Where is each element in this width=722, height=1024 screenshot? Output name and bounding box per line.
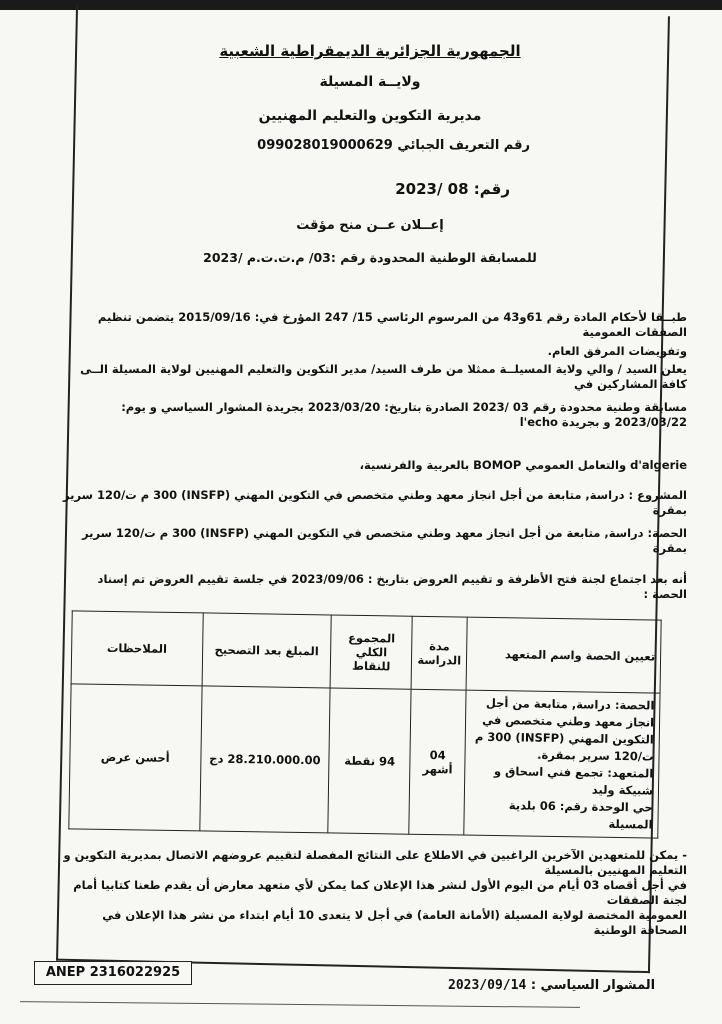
publication-source [448,978,655,993]
directorate-heading: مديرية التكوين والتعليم المهنيين [258,108,482,124]
header-points: المجموع الكلي للنقاط [330,615,412,689]
cell-points: 94 نقطة [328,688,411,834]
cell-duration: 04 أشهر [409,689,466,835]
footer-paragraph-2: في أجل أقصاه 03 أيام من اليوم الأول لنشر هذا الإعلان كما يمكن لأي متعهد معارض أن يقدم طعنا كتابيا أمام لجنة الصفقات [73,878,687,907]
competition-reference: للمسابقة الوطنية المحدودة رقم :03/ م.ت.ت.م /2023 [203,250,537,265]
bidder-name: المتعهد: تجمع فني اسحاق و شبيكة وليد [493,764,654,798]
lot-description: الحصة: دراسة, متابعة من أجل انجاز معهد وطني متخصص في التكوين المهني (INSFP) 300 م ت/120 سرير بمقرة [81,526,687,555]
announcement-title: إعــلان عــن منح مؤقت [296,218,444,233]
body-paragraph-4: مسابقة وطنية محدودة رقم 03 /2023 الصادرة بتاريخ: 2023/03/20 بجريدة المشوار السياسي و يوم: 2023/03/22 و بجريدة l'echo [121,400,687,429]
cell-remarks: أحسن عرض [69,684,202,831]
header-lot: تعيين الحصة واسم المتعهد [466,617,661,693]
table-row [69,684,660,838]
header-duration: مدة الدراسة [411,616,467,690]
tax-id: رقم التعريف الجبائي 099028019000629 [257,138,530,153]
document-page [0,10,722,1024]
body-paragraph-2: وتفويضات المرفق العام. [547,344,687,358]
anep-reference: ANEP 2316022925 [34,961,192,985]
evaluation-statement: أنه بعد اجتماع لجنة فتح الأظرفة و تقييم العروض بتاريخ : 2023/09/06 في جلسة تقييم العروض تم إسناد الحصة : [97,572,687,601]
award-table [68,610,661,838]
source-label: المشوار السياسي : [530,978,656,993]
announcement-number: رقم: 08 /2023 [395,180,510,198]
project-description: المشروع : دراسة, متابعة من أجل انجاز معهد وطني متخصص في التكوين المهني (INSFP) 300 م ت/120 سرير بمقرة [62,488,687,517]
cell-lot [464,690,660,838]
bottom-rule [20,1001,580,1008]
body-paragraph-1: طبــقا لأحكام المادة رقم 61و43 من المرسوم الرئاسي 15/ 247 المؤرخ في: 2015/09/16 يتضمن تنظيم الصفقات العمومية [97,310,687,339]
footer-paragraph-3: العمومية المختصة لولاية المسيلة (الأمانة العامة) في أجل لا يتعدى 10 أيام ابتداء من نشر هذا الإعلان في الصحافة الوطنية [102,908,687,937]
body-paragraph-5: d'algerie والتعامل العمومي BOMOP بالعربية والفرنسية، [359,458,687,472]
republic-heading: الجمهورية الجزائرية الديمقراطية الشعبية [219,42,521,60]
header-amount: المبلغ بعد التصحيح [202,613,332,688]
lot-text: الحصة: دراسة, متابعة من أجل انجاز معهد وطني متخصص في التكوين المهني (INSFP) 300 م ت/120 سرير بمقرة. [474,695,655,764]
cell-amount: 28.210.000.00 دج [199,686,330,833]
footer-paragraph-1: - يمكن للمتعهدين الآخرين الراغبين في الاطلاع على النتائج المفصلة لتقييم عروضهم الاتصال بمديرية التكوين و التعليم المهنيين بالمسيلة [63,848,687,877]
body-paragraph-3: يعلن السيد / والي ولاية المسيلــة ممثلا من طرف السيد/ مدير التكوين والتعليم المهنيين لولاية المسيلة الــى كافة المشاركين في [80,362,687,391]
wilaya-heading: ولايــة المسيلة [319,74,421,90]
source-date: 2023/09/14 [448,978,527,993]
bidder-address: حي الوحدة رقم: 06 بلدية المسيلة [508,798,653,832]
table-header-row [71,611,661,693]
header-remarks: الملاحظات [71,611,203,686]
